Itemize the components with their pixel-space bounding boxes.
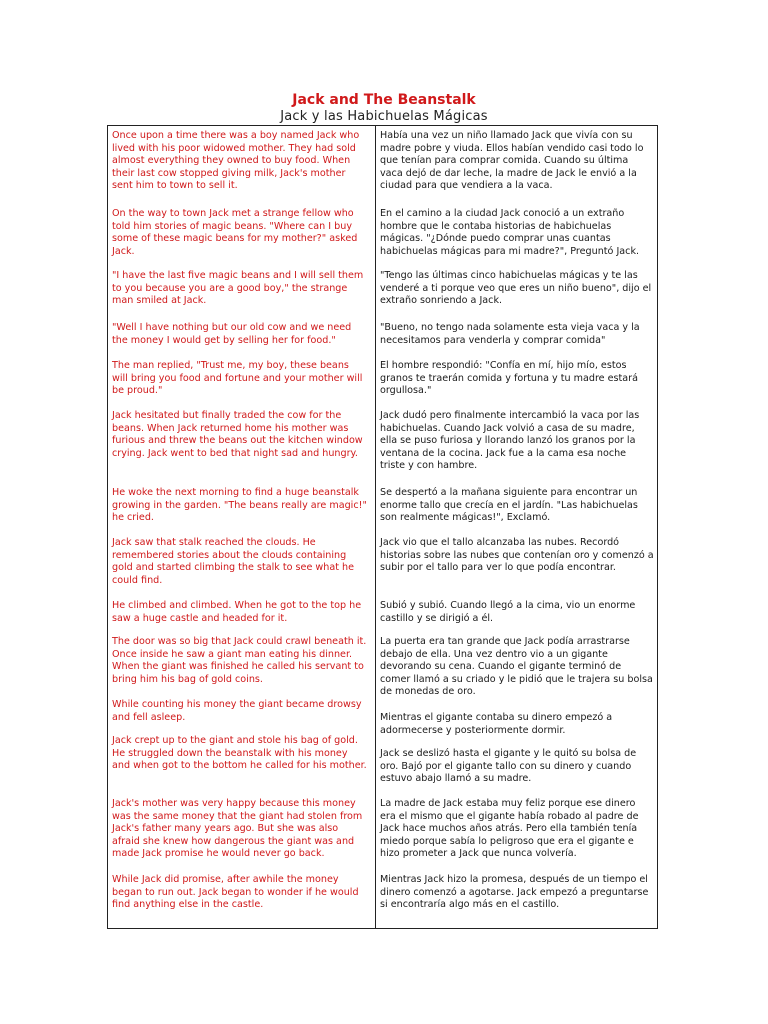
- page-title: Jack and The Beanstalk: [292, 92, 476, 108]
- spanish-paragraph: Se despertó a la mañana siguiente para encontrar un enorme tallo que crecía en el jardín. "Las habichuelas son realmente mágicas!", Exclamó.: [380, 487, 638, 524]
- english-paragraph: The door was so big that Jack could crawl beneath it. Once inside he saw a giant man eating his dinner. When the giant was finished he called his servant to bring him his bag of gold coins.: [112, 636, 367, 685]
- english-paragraph: While counting his money the giant became drowsy and fell asleep.: [112, 699, 362, 723]
- english-paragraph: Once upon a time there was a boy named Jack who lived with his poor widowed mother. They had sold almost everything they owned to buy food. When their last cow stopped giving milk, Jack's mother sent him to town to sell it.: [112, 130, 360, 192]
- spanish-paragraph: Jack vio que el tallo alcanzaba las nubes. Recordó historias sobre las nubes que contenían oro y comenzó a subir por el tallo para ver lo que podía encontrar.: [380, 537, 654, 574]
- spanish-paragraph: Mientras el gigante contaba su dinero empezó a adormecerse y posteriormente dormir.: [380, 712, 613, 736]
- story-table: [107, 125, 658, 929]
- spanish-paragraph: Mientras Jack hizo la promesa, después de un tiempo el dinero comenzó a agotarse. Jack empezó a preguntarse si encontraría algo más en el castillo.: [380, 874, 649, 911]
- spanish-paragraph: La puerta era tan grande que Jack podía arrastrarse debajo de ella. Una vez dentro vio a un gigante devorando su cena. Cuando el gigante terminó de comer llamó a su criado y le pidió que le trajera su bolsa de monedas de oro.: [380, 636, 653, 698]
- spanish-paragraph: En el camino a la ciudad Jack conoció a un extraño hombre que le contaba historias de habichuelas mágicas. "¿Dónde puedo comprar unas cuantas habichuelas mágicas para mi madre?", Preguntó Jack.: [380, 208, 640, 257]
- column-divider: [375, 126, 376, 928]
- spanish-paragraph: El hombre respondió: "Confía en mí, hijo mío, estos granos te traerán comida y fortuna y tu madre estará orgullosa.": [380, 360, 638, 397]
- english-paragraph: "Well I have nothing but our old cow and we need the money I would get by selling her for food.": [112, 322, 352, 346]
- english-paragraph: Jack hesitated but finally traded the cow for the beans. When Jack returned home his mother was furious and threw the beans out the kitchen window crying. Jack went to bed that night sad and hungry.: [112, 410, 363, 459]
- page-subtitle: Jack y las Habichuelas Mágicas: [280, 109, 488, 124]
- english-paragraph: Jack's mother was very happy because this money was the same money that the giant had stolen from Jack's father many years ago. But she was also afraid she knew how dangerous the giant was and made Jack promise he would never go back.: [112, 798, 363, 860]
- english-paragraph: On the way to town Jack met a strange fellow who told him stories of magic beans. "Where can I buy some of these magic beans for my mother?" asked Jack.: [112, 208, 358, 257]
- spanish-paragraph: Había una vez un niño llamado Jack que vivía con su madre pobre y viuda. Ellos habían vendido casi todo lo que tenían para comprar comida. Cuando su última vaca dejó de dar leche, la madre de Jack le envió a la ciudad para que vendiera a la vaca.: [380, 130, 644, 192]
- spanish-paragraph: "Tengo las últimas cinco habichuelas mágicas y te las venderé a ti porque veo que eres un niño bueno", dijo el extraño sonriendo a Jack.: [380, 270, 652, 307]
- english-paragraph: He woke the next morning to find a huge beanstalk growing in the garden. "The beans really are magic!" he cried.: [112, 487, 367, 524]
- english-paragraph: The man replied, "Trust me, my boy, these beans will bring you food and fortune and your mother will be proud.": [112, 360, 363, 397]
- spanish-paragraph: La madre de Jack estaba muy feliz porque ese dinero era el mismo que el gigante había robado al padre de Jack hace muchos años atrás. Pero ella también tenía miedo porque sabía lo peligroso que era el gigante e hizo prometer a Jack que nunca volvería.: [380, 798, 639, 860]
- spanish-paragraph: Jack se deslizó hasta el gigante y le quitó su bolsa de oro. Bajó por el gigante tallo con su dinero y cuando estuvo abajo llamó a su madre.: [380, 748, 637, 785]
- english-paragraph: Jack crept up to the giant and stole his bag of gold. He struggled down the beanstalk with his money and when got to the bottom he called for his mother.: [112, 735, 367, 772]
- spanish-paragraph: "Bueno, no tengo nada solamente esta vieja vaca y la necesitamos para venderla y comprar comida": [380, 322, 640, 346]
- english-paragraph: "I have the last five magic beans and I will sell them to you because you are a good boy," the strange man smiled at Jack.: [112, 270, 364, 307]
- english-paragraph: He climbed and climbed. When he got to the top he saw a huge castle and headed for it.: [112, 600, 362, 624]
- english-paragraph: While Jack did promise, after awhile the money began to run out. Jack began to wonder if he would find anything else in the castle.: [112, 874, 359, 911]
- spanish-paragraph: Subió y subió. Cuando llegó a la cima, vio un enorme castillo y se dirigió a él.: [380, 600, 636, 624]
- spanish-paragraph: Jack dudó pero finalmente intercambió la vaca por las habichuelas. Cuando Jack volvió a casa de su madre, ella se puso furiosa y llorando lanzó los granos por la ventana de la cocina. Jack fue a la cama esa noche triste y con hambre.: [380, 410, 640, 472]
- english-paragraph: Jack saw that stalk reached the clouds. He remembered stories about the clouds containing gold and started climbing the stalk to see what he could find.: [112, 537, 355, 586]
